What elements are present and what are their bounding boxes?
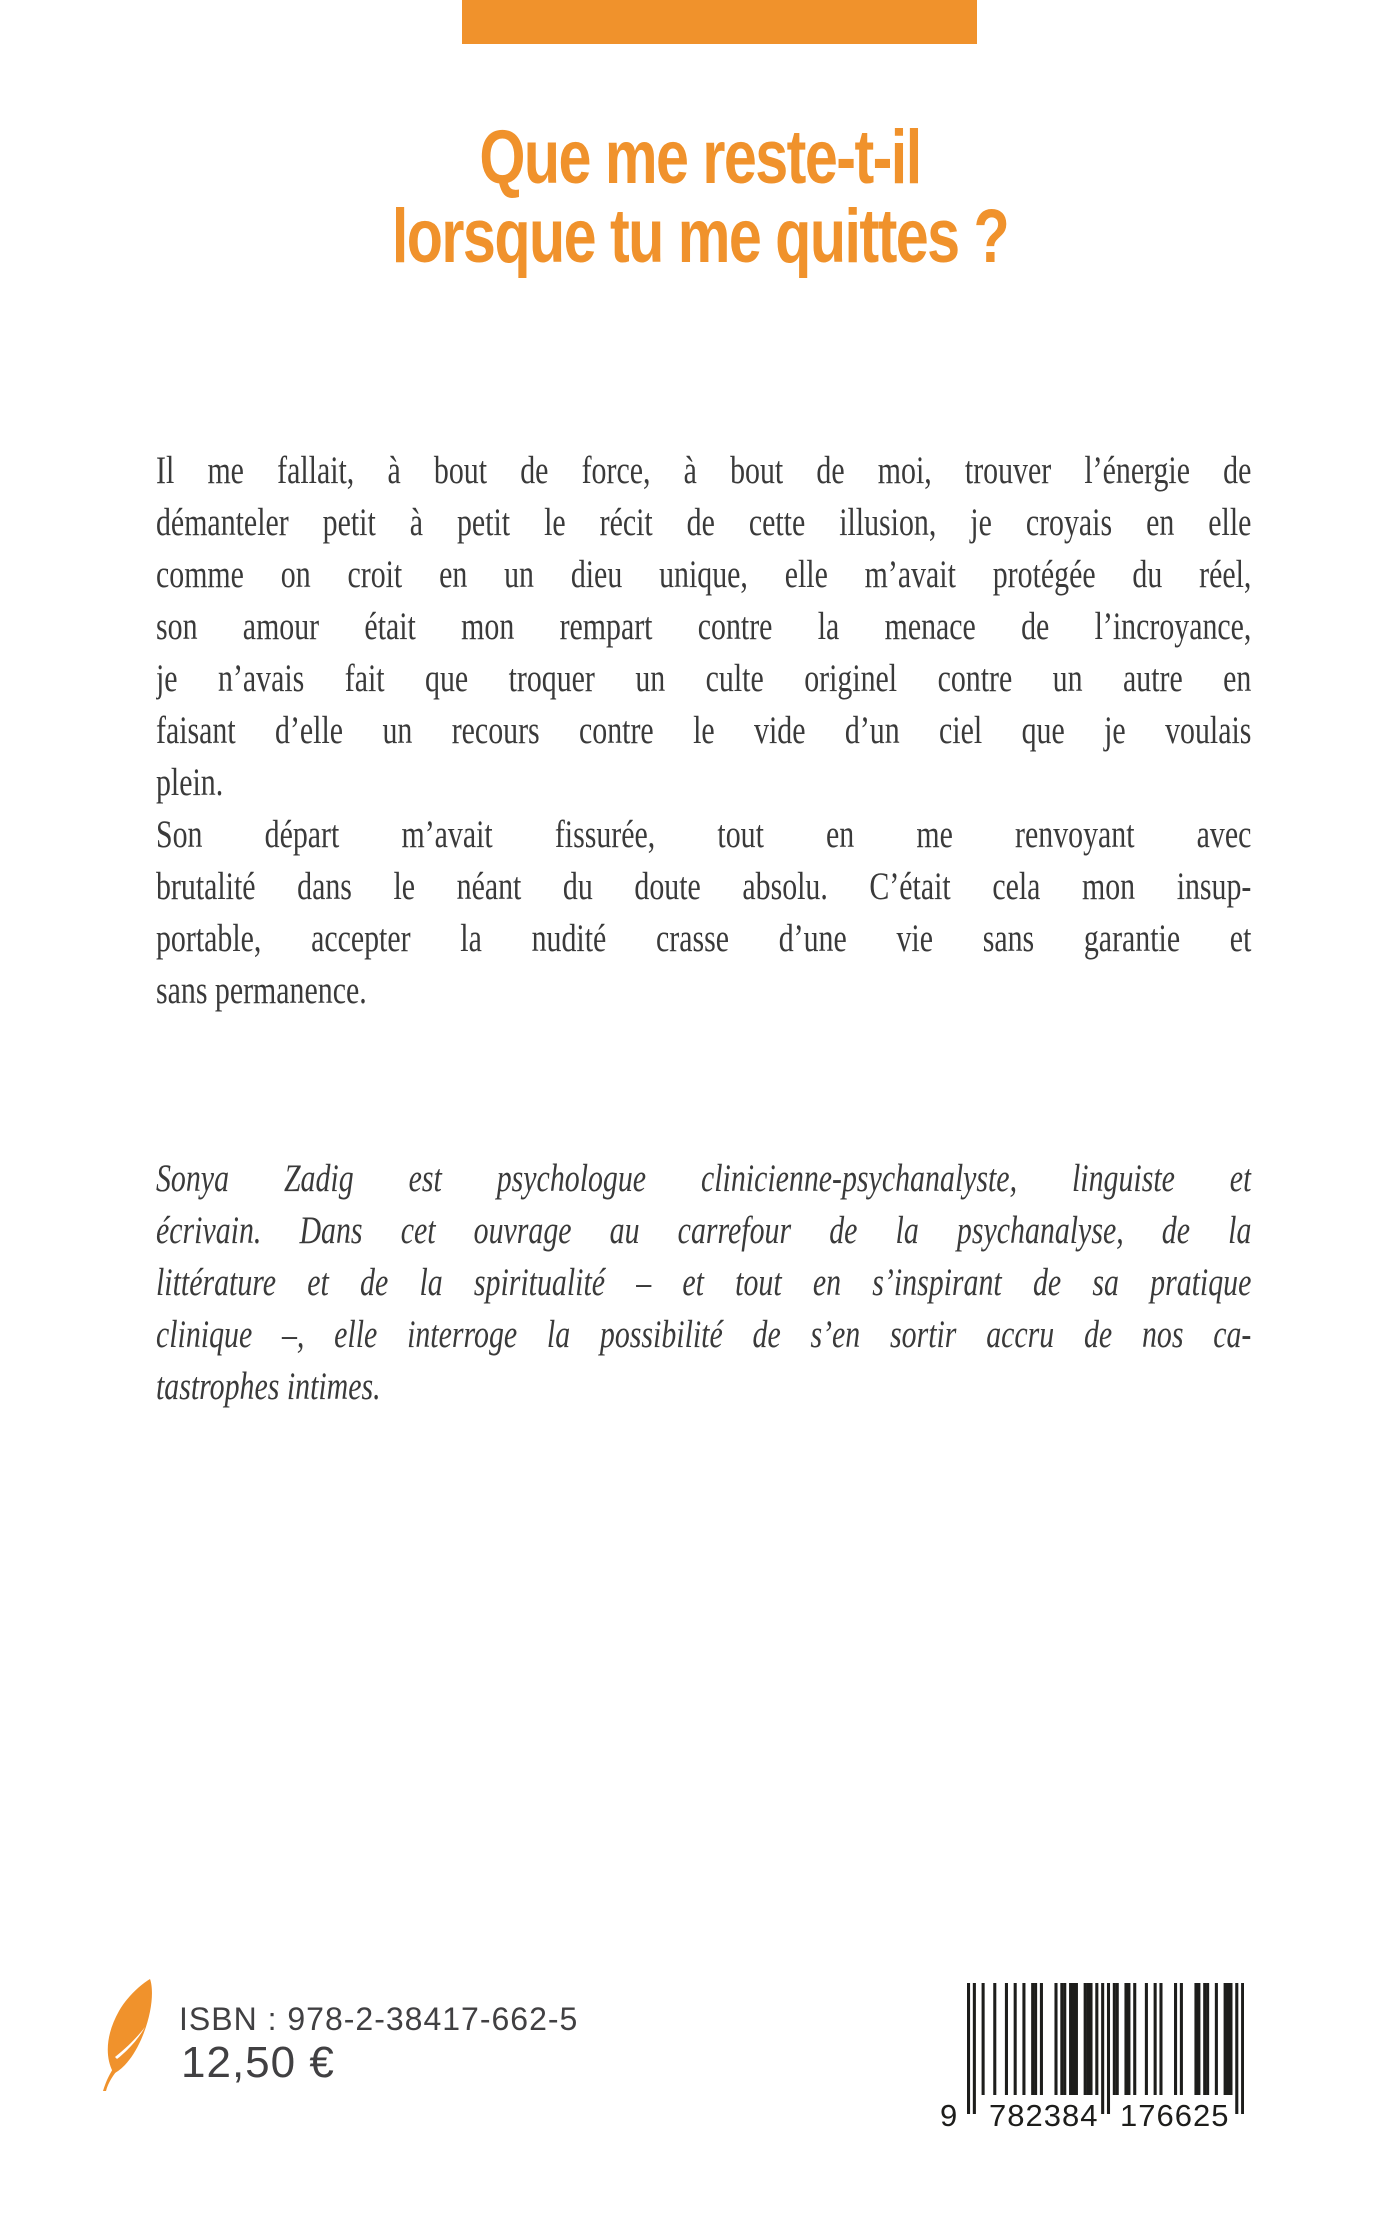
- bio-line: Sonya Zadig est psychologue clinicienne-psychanalyste, linguiste et: [156, 1157, 1252, 1200]
- barcode-digits-group2: 176625: [1117, 2100, 1232, 2131]
- bio-line: tastrophes intimes.: [156, 1365, 381, 1408]
- synopsis-line: brutalité dans le néant du doute absolu. C’était cela mon insup-: [156, 865, 1252, 908]
- synopsis-line: comme on croit en un dieu unique, elle m’avait protégée du réel,: [156, 553, 1252, 596]
- barcode: [941, 1983, 1261, 2133]
- author-bio-block: [156, 1153, 1251, 1413]
- publisher-feather-icon: [96, 1977, 158, 2093]
- synopsis-line: portable, accepter la nudité crasse d’une vie sans garantie et: [156, 917, 1252, 960]
- synopsis-line: son amour était mon rempart contre la menace de l’incroyance,: [156, 605, 1252, 648]
- synopsis-line: démanteler petit à petit le récit de cette illusion, je croyais en elle: [156, 501, 1252, 544]
- title-line-1: Que me reste-t-il: [479, 115, 921, 200]
- synopsis-line: plein.: [156, 761, 224, 804]
- synopsis-line: je n’avais fait que troquer un culte originel contre un autre en: [156, 657, 1252, 700]
- price-text: 12,50 €: [181, 2038, 335, 2087]
- barcode-digit-left: 9: [937, 2100, 961, 2131]
- title-line-2: lorsque tu me quittes ?: [391, 194, 1009, 279]
- bio-line: écrivain. Dans cet ouvrage au carrefour de la psychanalyse, de la: [156, 1209, 1252, 1252]
- synopsis-line: faisant d’elle un recours contre le vide d’un ciel que je voulais: [156, 709, 1252, 752]
- bio-line: clinique –, elle interroge la possibilité de s’en sortir accru de nos ca-: [156, 1313, 1252, 1356]
- bio-line: littérature et de la spiritualité – et tout en s’inspirant de sa pratique: [156, 1261, 1252, 1304]
- barcode-digits-group1: 782384: [986, 2100, 1101, 2131]
- synopsis-line: Il me fallait, à bout de force, à bout de moi, trouver l’énergie de: [156, 449, 1252, 492]
- synopsis-block: [156, 445, 1251, 1017]
- isbn-text: ISBN : 978-2-38417-662-5: [179, 2001, 579, 2037]
- top-orange-bar: [462, 0, 977, 44]
- book-title: [154, 115, 1246, 279]
- synopsis-line: Son départ m’avait fissurée, tout en me renvoyant avec: [156, 813, 1252, 856]
- barcode-bars: [967, 1983, 1244, 2114]
- synopsis-line: sans permanence.: [156, 969, 367, 1012]
